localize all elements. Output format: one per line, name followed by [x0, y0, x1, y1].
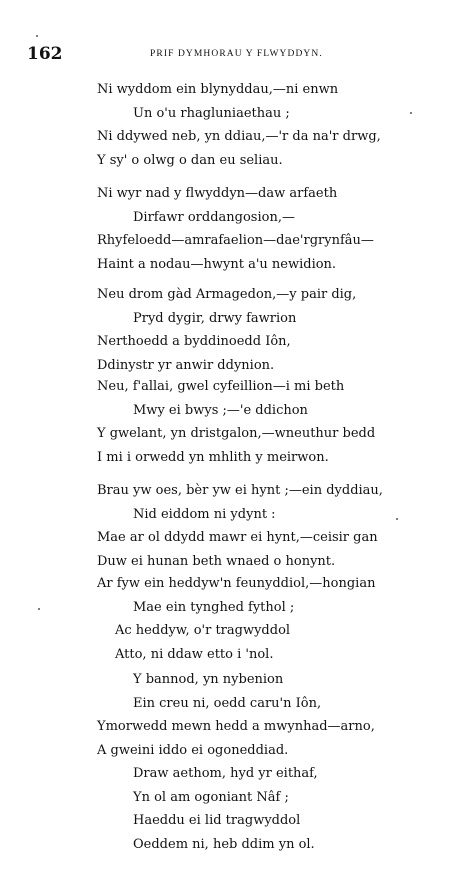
- verse-line: Yn ol am ogoniant Nâf ;: [133, 789, 289, 805]
- verse-line: Duw ei hunan beth wnaed o honynt.: [97, 553, 336, 569]
- verse-line: Atto, ni ddaw etto i 'nol.: [115, 646, 274, 662]
- stanza-5: [0, 479, 450, 573]
- verse-line: Brau yw oes, bèr yw ei hynt ;—ein dyddiau,: [97, 483, 383, 498]
- verse-line: Ni ddywed neb, yn ddiau,—'r da na'r drwg,: [97, 129, 381, 144]
- verse-line: Ymorwedd mewn hedd a mwynhad—arno,: [97, 719, 375, 734]
- verse-line: Ein creu ni, oedd caru'n Iôn,: [133, 695, 322, 711]
- stanza-2: [0, 182, 450, 276]
- verse-line: Haeddu ei lid tragwyddol: [133, 813, 301, 828]
- verse-line: Mae ein tynghed fythol ;: [133, 599, 295, 615]
- verse-line: Pryd dygir, drwy fawrion: [133, 310, 297, 326]
- verse-line: Mae ar ol ddydd mawr ei hynt,—ceisir gan: [97, 530, 378, 545]
- verse-line: Mwy ei bwys ;—'e ddichon: [133, 402, 308, 418]
- verse-line: Un o'u rhagluniaethau ;: [133, 105, 290, 121]
- running-head: PRIF DYMHORAU Y FLWYDDYN.: [150, 49, 323, 59]
- verse-line: Dirfawr orddangosion,—: [133, 209, 295, 225]
- verse-line: Draw aethom, hyd yr eithaf,: [133, 766, 318, 781]
- verse-line: Neu, f'allai, gwel cyfeillion—i mi beth: [97, 379, 345, 394]
- verse-line: Neu drom gàd Armagedon,—y pair dig,: [97, 287, 357, 302]
- verse-line: Y sy' o olwg o dan eu seliau.: [97, 152, 283, 168]
- print-speck: [410, 112, 412, 114]
- verse-line: Rhyfeloedd—amrafaelion—dae'rgrynfâu—: [97, 233, 374, 248]
- verse-line: Y bannod, yn nybenion: [133, 672, 284, 687]
- stanza-4: [0, 375, 450, 469]
- stanza-1: [0, 78, 450, 172]
- stanza-7: [0, 668, 450, 762]
- stanza-6: [0, 572, 450, 666]
- stanza-8: [0, 762, 450, 856]
- verse-line: Oeddem ni, heb ddim yn ol.: [133, 836, 315, 852]
- verse-line: Ac heddyw, o'r tragwyddol: [115, 623, 291, 638]
- verse-line: Nid eiddom ni ydynt :: [133, 506, 276, 522]
- verse-line: Haint a nodau—hwynt a'u newidion.: [97, 256, 337, 272]
- verse-line: I mi i orwedd yn mhlith y meirwon.: [97, 449, 329, 465]
- print-speck: [36, 35, 38, 37]
- page-number: 162: [27, 44, 63, 64]
- verse-line: Ar fyw ein heddyw'n feunyddiol,—hongian: [97, 576, 376, 591]
- verse-line: A gweini iddo ei ogoneddiad.: [97, 742, 289, 758]
- print-speck: [396, 518, 398, 520]
- verse-line: Ni wyr nad y flwyddyn—daw arfaeth: [97, 186, 338, 201]
- verse-line: Y gwelant, yn dristgalon,—wneuthur bedd: [97, 426, 376, 441]
- print-speck: [38, 608, 40, 610]
- verse-line: Ddinystr yr anwir ddynion.: [97, 357, 275, 373]
- verse-line: Ni wyddom ein blynyddau,—ni enwn: [97, 82, 339, 97]
- verse-line: Nerthoedd a byddinoedd Iôn,: [97, 334, 291, 349]
- stanza-3: [0, 283, 450, 377]
